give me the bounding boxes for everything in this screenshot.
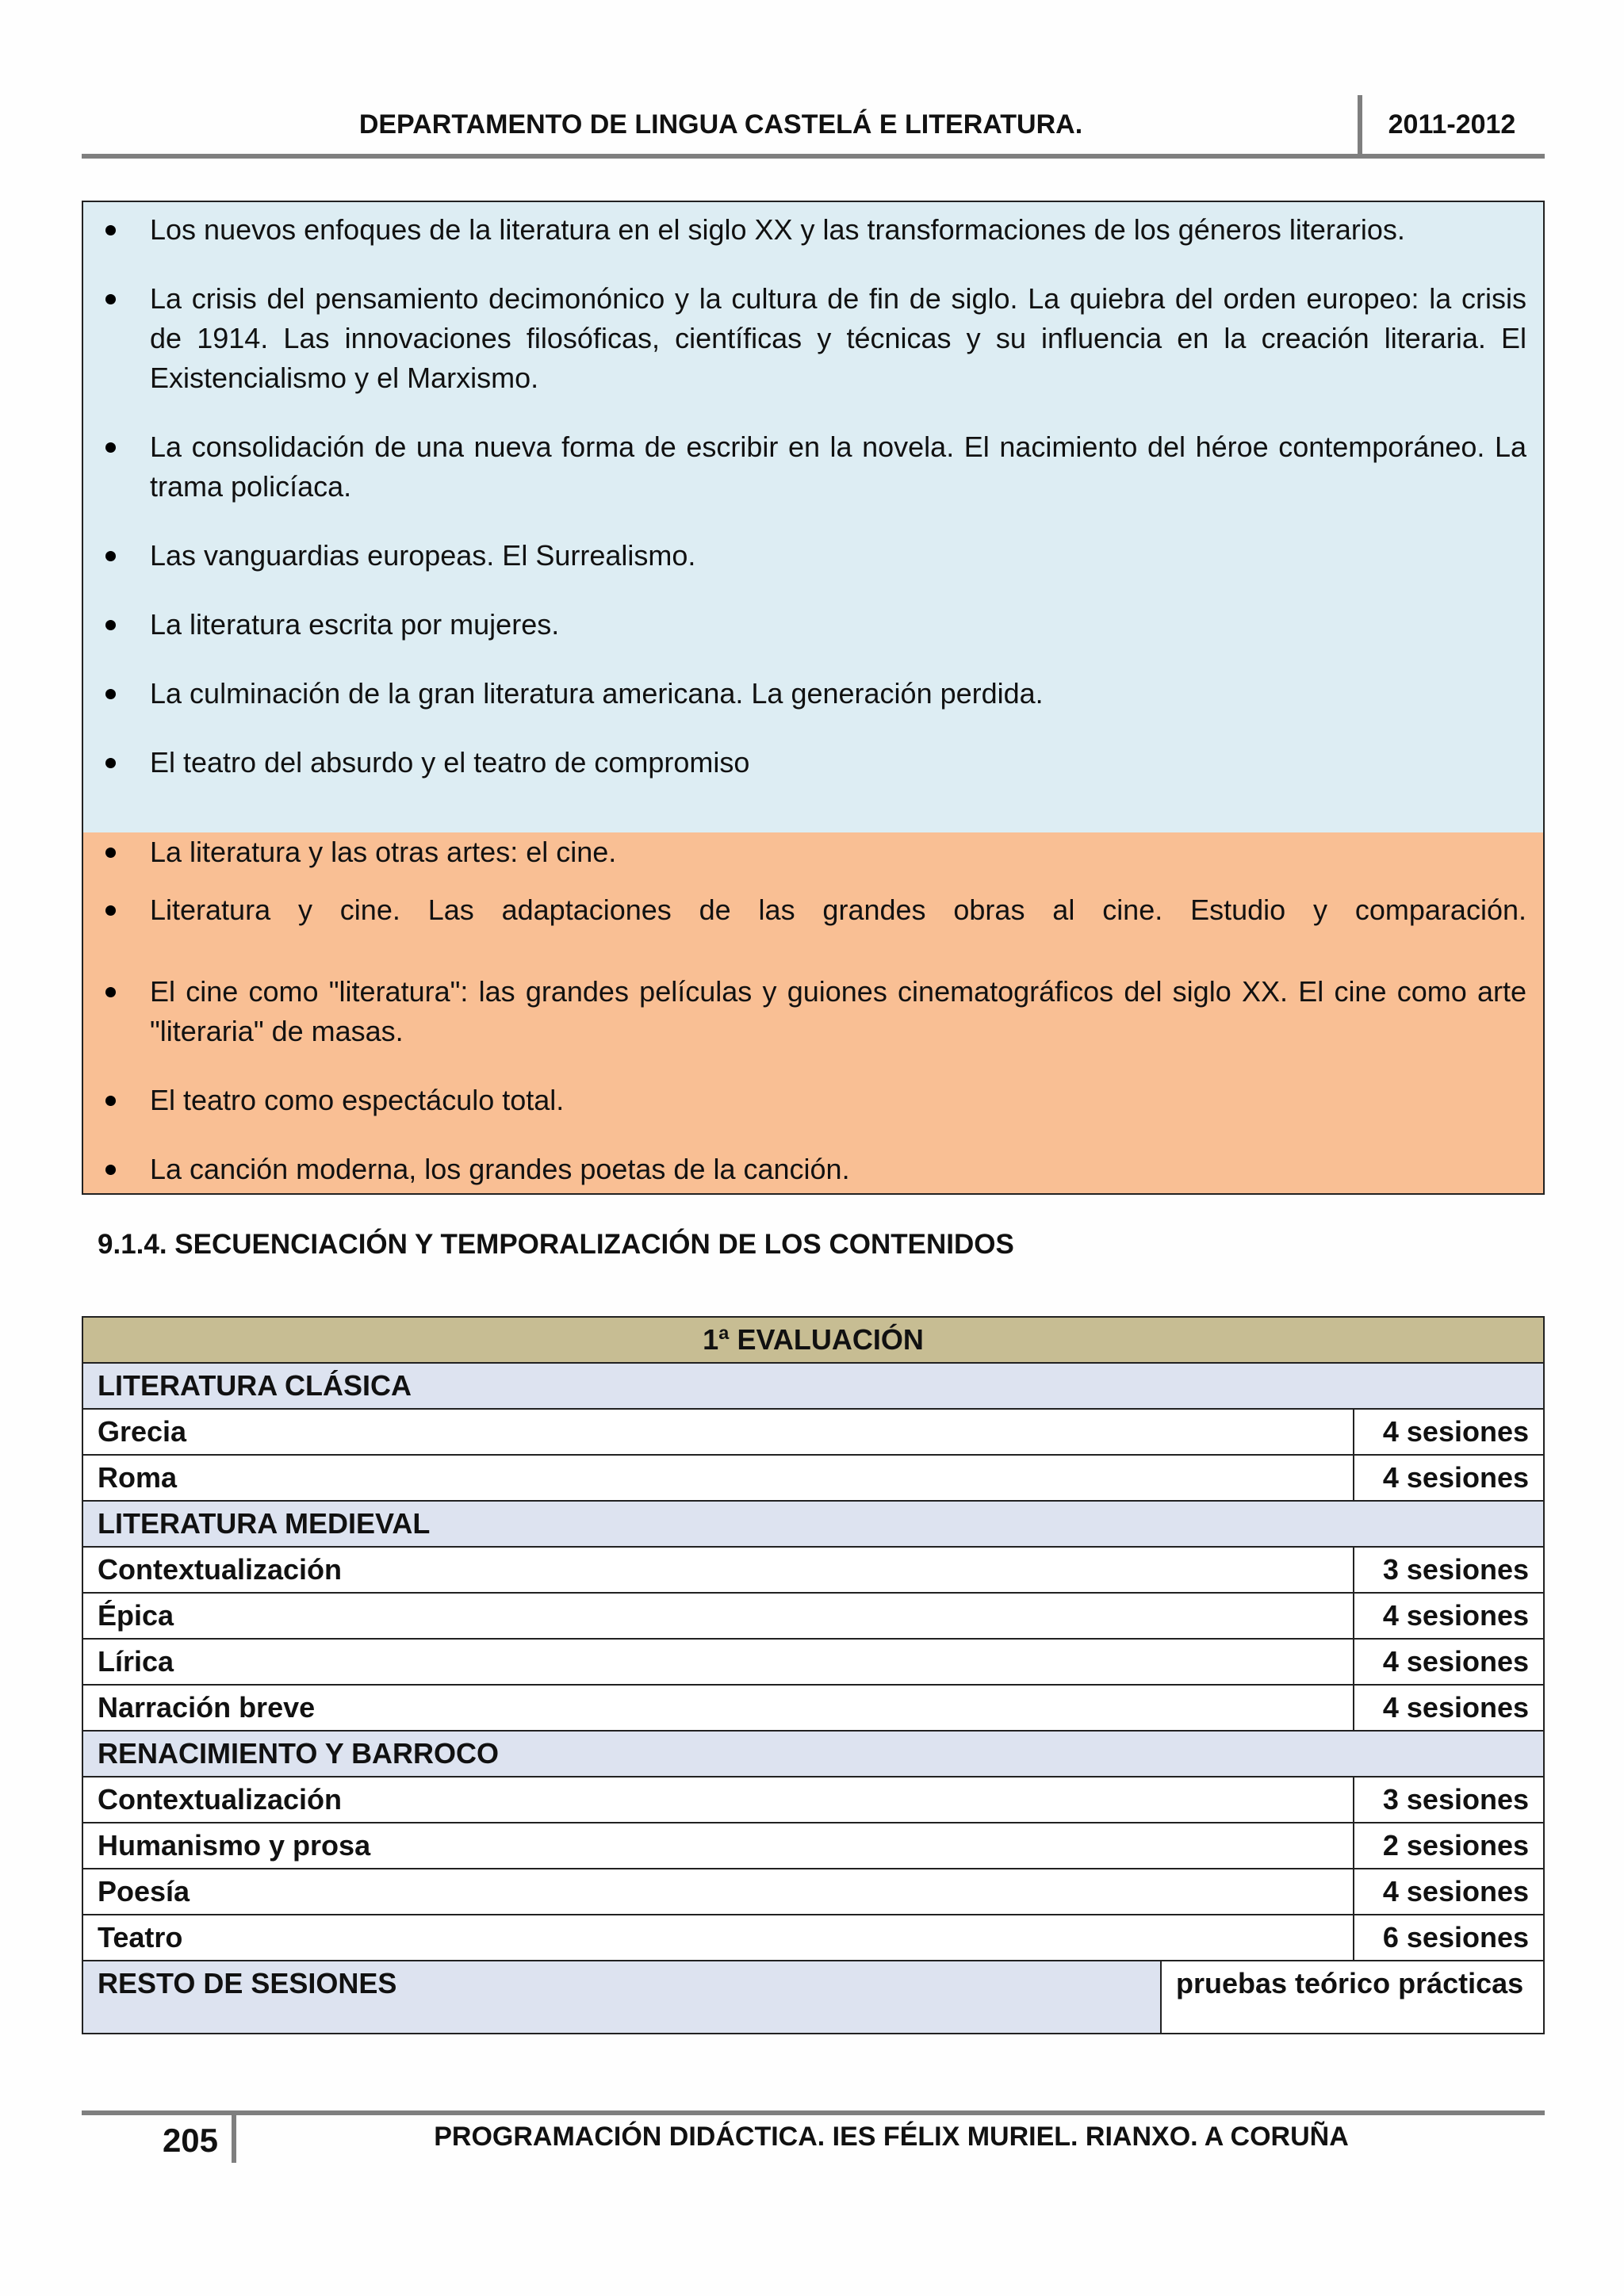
list-item: El teatro del absurdo y el teatro de compromiso	[99, 743, 1526, 783]
row-sessions: 4 sesiones	[1354, 1639, 1544, 1685]
bullet-icon	[105, 987, 116, 997]
rest-row	[82, 1961, 1544, 2034]
row-sessions: 4 sesiones	[1354, 1455, 1544, 1501]
bullet-icon	[105, 442, 116, 453]
group-name: LITERATURA CLÁSICA	[82, 1363, 1544, 1409]
list-item: Los nuevos enfoques de la literatura en el siglo XX y las transformaciones de los géneros literarios.	[99, 210, 1526, 250]
footer-text: PROGRAMACIÓN DIDÁCTICA. IES FÉLIX MURIEL. RIANXO. A CORUÑA	[434, 2122, 1349, 2152]
row-label: Teatro	[82, 1915, 1354, 1961]
list-item: La literatura escrita por mujeres.	[99, 605, 1526, 645]
row-sessions: 4 sesiones	[1354, 1869, 1544, 1915]
list-item: El teatro como espectáculo total.	[99, 1081, 1526, 1120]
evaluation-title: 1ª EVALUACIÓN	[82, 1317, 1544, 1363]
header-rule	[82, 154, 1545, 159]
row-label: Narración breve	[82, 1685, 1354, 1731]
bullet-icon	[105, 758, 116, 768]
topics-box	[82, 201, 1545, 1195]
topics-section-blue	[83, 202, 1543, 832]
table-title-row	[82, 1317, 1544, 1363]
row-sessions: 4 sesiones	[1354, 1409, 1544, 1455]
list-item: La crisis del pensamiento decimonónico y la cultura de fin de siglo. La quiebra del orden europeo: la crisis de 1914. Las innovaciones filosóficas, científicas y técnicas y su influencia en la creación literaria. El Existencialismo y el Marxismo.	[99, 279, 1526, 398]
row-label: Roma	[82, 1455, 1354, 1501]
bullet-icon	[105, 848, 116, 858]
bullet-icon	[105, 294, 116, 304]
bullet-icon	[105, 620, 116, 630]
bullet-icon	[105, 225, 116, 235]
footer-rule	[82, 2110, 1545, 2115]
table-row	[82, 1639, 1544, 1685]
group-name: LITERATURA MEDIEVAL	[82, 1501, 1544, 1547]
group-name: RENACIMIENTO Y BARROCO	[82, 1731, 1544, 1777]
bullet-icon	[105, 905, 116, 916]
schedule-table	[82, 1316, 1545, 2034]
row-label: Contextualización	[82, 1547, 1354, 1593]
table-row	[82, 1915, 1544, 1961]
row-label: Épica	[82, 1593, 1354, 1639]
list-item: El cine como "literatura": las grandes películas y guiones cinematográficos del siglo XX. El cine como arte "literaria" de masas.	[99, 972, 1526, 1051]
table-row	[82, 1777, 1544, 1823]
table-row	[82, 1869, 1544, 1915]
row-sessions: 2 sesiones	[1354, 1823, 1544, 1869]
row-sessions: 3 sesiones	[1354, 1777, 1544, 1823]
row-sessions: 6 sesiones	[1354, 1915, 1544, 1961]
header-title: DEPARTAMENTO DE LINGUA CASTELÁ E LITERATURA.	[358, 109, 1083, 140]
table-row	[82, 1409, 1544, 1455]
row-sessions: 4 sesiones	[1354, 1685, 1544, 1731]
section-heading: 9.1.4. SECUENCIACIÓN Y TEMPORALIZACIÓN DE LOS CONTENIDOS	[98, 1229, 1014, 1260]
header-year: 2011-2012	[1388, 109, 1516, 140]
list-item: La consolidación de una nueva forma de escribir en la novela. El nacimiento del héroe contemporáneo. La trama policíaca.	[99, 427, 1526, 507]
row-sessions: 3 sesiones	[1354, 1547, 1544, 1593]
group-row	[82, 1501, 1544, 1547]
page-number: 205	[162, 2122, 219, 2159]
group-row	[82, 1363, 1544, 1409]
list-item: Literatura y cine. Las adaptaciones de las grandes obras al cine. Estudio y comparación.	[99, 890, 1526, 930]
group-row	[82, 1731, 1544, 1777]
row-label: Poesía	[82, 1869, 1354, 1915]
bullet-icon	[105, 1096, 116, 1106]
bullet-icon	[105, 689, 116, 699]
table-row	[82, 1823, 1544, 1869]
row-label: Contextualización	[82, 1777, 1354, 1823]
list-item: La literatura y las otras artes: el cine.	[99, 832, 1526, 872]
list-item: Las vanguardias europeas. El Surrealismo.	[99, 536, 1526, 576]
topics-section-orange	[83, 832, 1543, 1193]
row-label: Humanismo y prosa	[82, 1823, 1354, 1869]
bullet-icon	[105, 1165, 116, 1175]
row-label: Grecia	[82, 1409, 1354, 1455]
table-row	[82, 1685, 1544, 1731]
row-sessions: 4 sesiones	[1354, 1593, 1544, 1639]
list-item: La culminación de la gran literatura americana. La generación perdida.	[99, 674, 1526, 714]
bullet-icon	[105, 551, 116, 561]
rest-label: RESTO DE SESIONES	[82, 1961, 1161, 2034]
rest-value: pruebas teórico prácticas	[1161, 1961, 1544, 2034]
table-row	[82, 1547, 1544, 1593]
list-item: La canción moderna, los grandes poetas de la canción.	[99, 1150, 1526, 1189]
row-label: Lírica	[82, 1639, 1354, 1685]
table-row	[82, 1593, 1544, 1639]
table-row	[82, 1455, 1544, 1501]
